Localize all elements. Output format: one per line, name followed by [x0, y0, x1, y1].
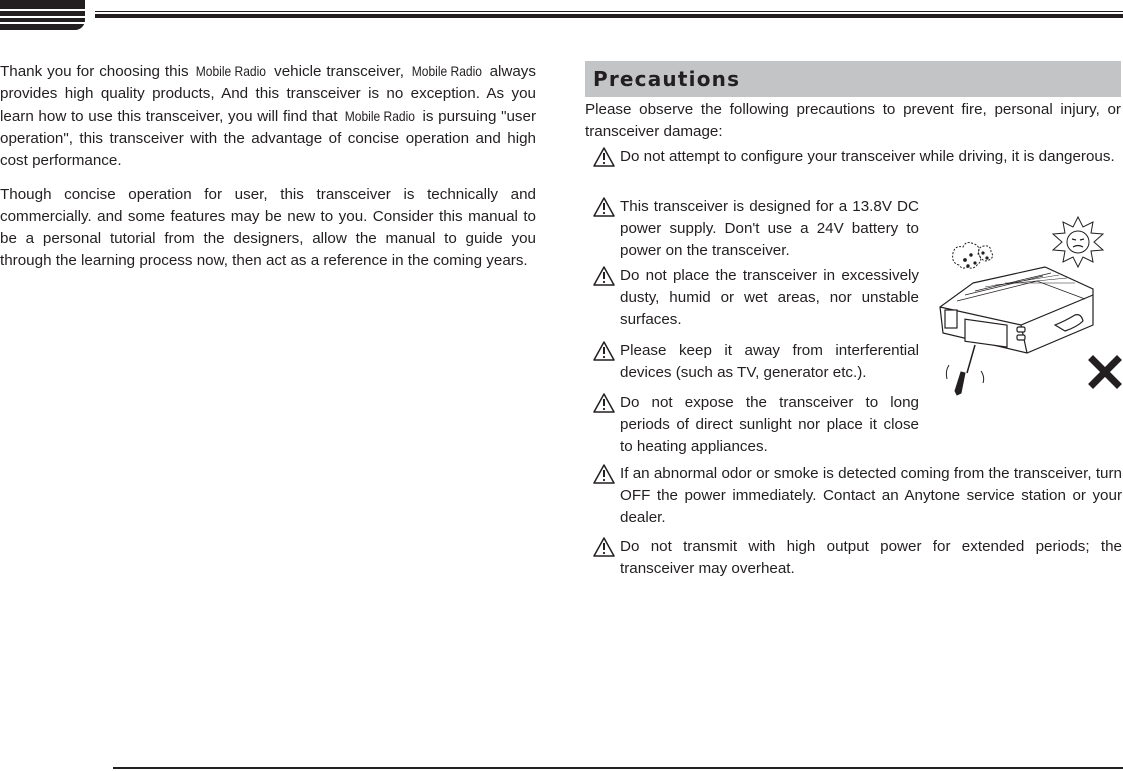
warning-triangle-icon — [593, 464, 615, 484]
header-rule-thin — [95, 11, 1123, 12]
precaution-item: Do not transmit with high output power for extended periods; the transceiver may overheat. — [593, 536, 1122, 580]
warning-triangle-icon — [593, 266, 615, 286]
dust-cloud-icon — [953, 243, 993, 269]
warning-triangle-icon — [593, 341, 615, 361]
warning-triangle-icon — [593, 147, 615, 167]
warning-triangle-icon — [593, 393, 615, 413]
precaution-item: Do not attempt to configure your transceiver while driving, it is dangerous. — [593, 146, 1122, 168]
intro-paragraph-2: Though concise operation for user, this transceiver is technically and commercially. and some features may be new to you. Consider this manual to be a personal tutorial from the designers, allow the manual to guide you through the learning process now, then act as a reference in the coming years. — [0, 186, 536, 269]
precaution-item: This transceiver is designed for a 13.8V DC power supply. Don't use a 24V battery to power on the transceiver. — [593, 196, 919, 262]
chapter-tab — [0, 0, 85, 30]
prohibited-x-icon — [1093, 360, 1117, 384]
sun-icon — [1053, 217, 1103, 267]
brand-name: Mobile Radio — [411, 63, 482, 79]
section-title: Precautions — [593, 67, 741, 91]
precaution-item: Please keep it away from interferential devices (such as TV, generator etc.). — [593, 340, 919, 384]
precaution-item: Do not place the transceiver in excessively dusty, humid or wet areas, nor unstable surfaces. — [593, 265, 919, 331]
section-header — [585, 61, 1121, 97]
screwdriver-icon — [946, 345, 983, 395]
transceiver-unit — [940, 267, 1093, 353]
precaution-item: If an abnormal odor or smoke is detected coming from the transceiver, turn OFF the power immediately. Contact an Anytone service station or your dealer. — [593, 463, 1122, 529]
footer-rule — [113, 767, 1123, 769]
transceiver-hazard-illustration — [935, 215, 1123, 405]
brand-name: Mobile Radio — [344, 108, 416, 124]
header-rule-thick — [95, 14, 1123, 18]
intro-paragraph-1: Thank you for choosing this Mobile Radio vehicle transceiver, Mobile Radio always provides high quality products, And this transceiver is no exception. As you learn how to use this transceiver, you will find that Mobile Radio is pursuing "user operation", this transceiver with the advantage of concise operation and high cost performance. — [0, 60, 536, 172]
brand-name: Mobile Radio — [196, 63, 267, 79]
intro-column — [0, 60, 536, 284]
warning-triangle-icon — [593, 197, 615, 217]
warning-triangle-icon — [593, 537, 615, 557]
precaution-item: Do not expose the transceiver to long periods of direct sunlight nor place it close to heating appliances. — [593, 392, 919, 458]
precautions-intro: Please observe the following precautions to prevent fire, personal injury, or transceiver damage: — [585, 101, 1121, 140]
